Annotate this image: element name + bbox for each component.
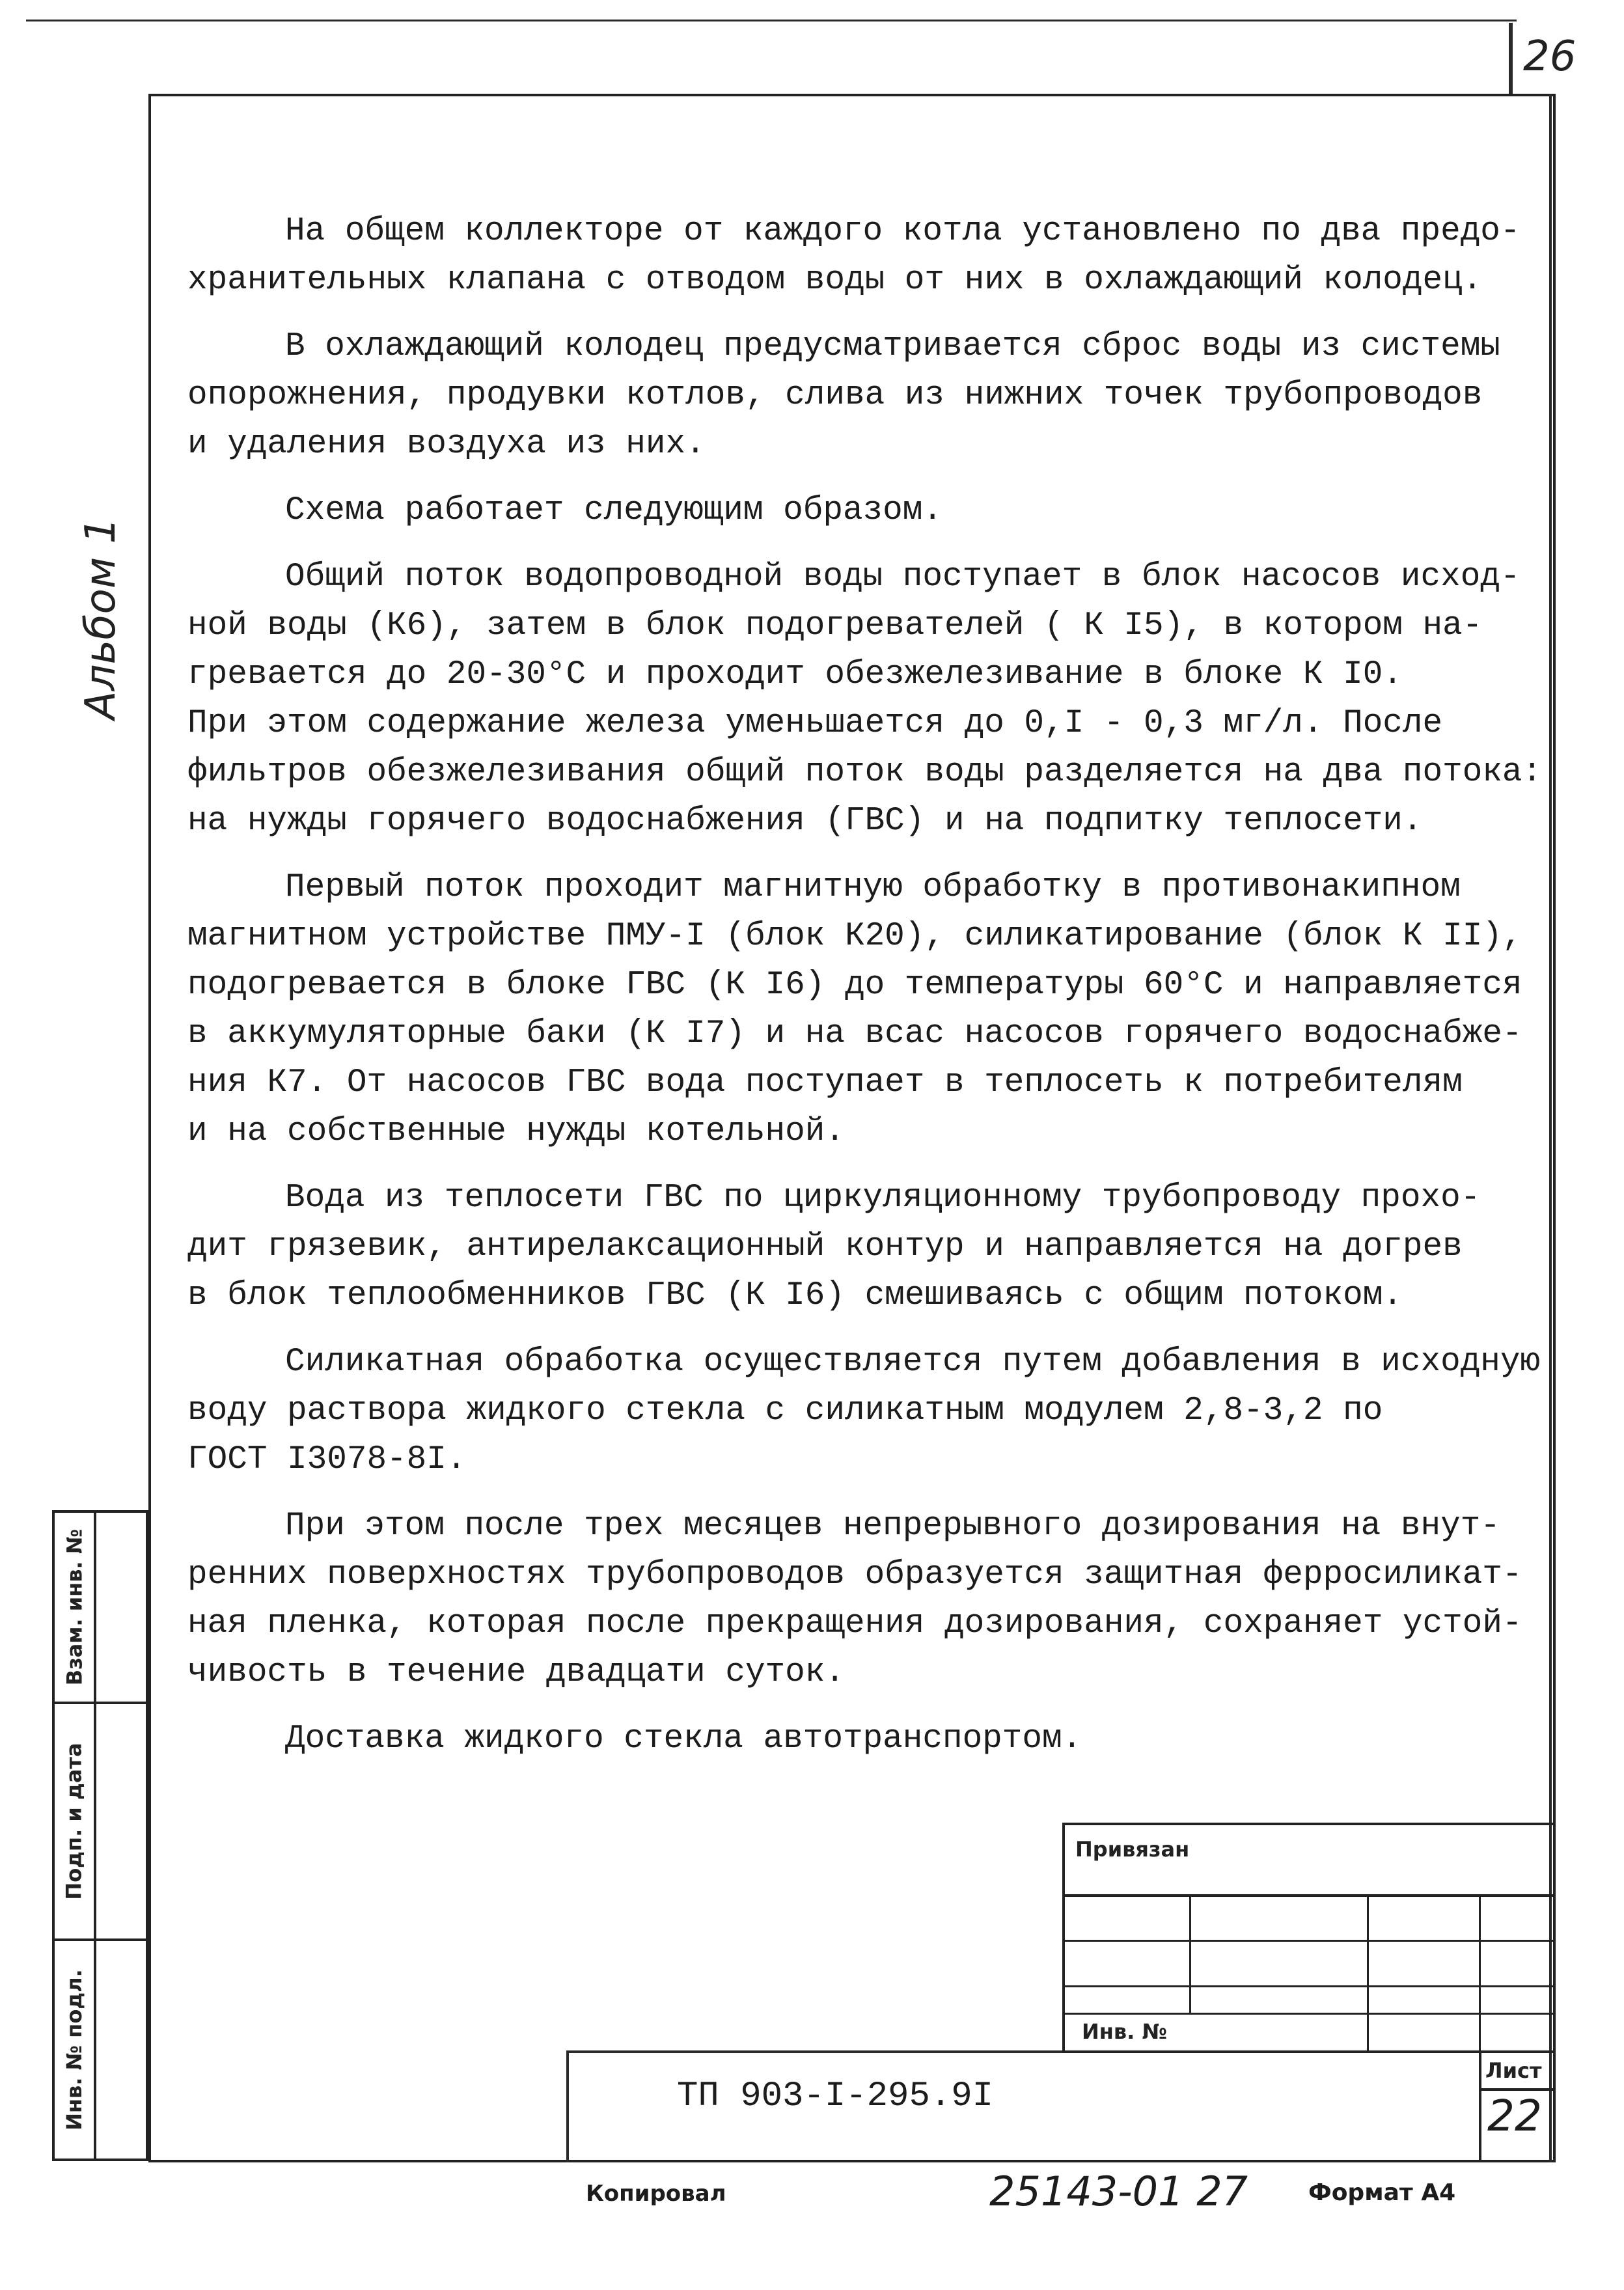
side-stamp-table: [52, 1510, 148, 2161]
text-line: подогревается в блоке ГВС (К I6) до температуры 60°С и направляется: [187, 967, 1522, 1004]
tb-line: [1062, 1940, 1556, 1942]
text-line: В охлаждающий колодец предусматривается сброс воды из системы: [285, 328, 1500, 365]
inv-label: Инв. №: [1082, 2019, 1167, 2044]
sheet-number: 22: [1487, 2091, 1542, 2141]
text-line: магнитном устройстве ПМУ-I (блок К20), силикатирование (блок К II),: [187, 918, 1522, 955]
side-cell-label: Взам. инв. №: [62, 1528, 87, 1686]
text-line: и удаления воздуха из них.: [187, 426, 706, 463]
tb-line: [1062, 1894, 1556, 1897]
paragraph: [187, 863, 1535, 1156]
tb-strip-top: [566, 2050, 1062, 2053]
text-line: ренних поверхностях трубопроводов образуется защитная ферросиликат-: [187, 1556, 1522, 1593]
tb-line: [1062, 2050, 1556, 2053]
text-line: Общий поток водопроводной воды поступает в блок насосов исход-: [285, 559, 1521, 596]
body-text: [187, 207, 1543, 1781]
title-block: [1062, 1823, 1556, 2162]
corner-divider: [1509, 23, 1513, 94]
side-cell-vzam-inv: [55, 1513, 94, 1702]
text-line: Вода из теплосети ГВС по циркуляционному трубопроводу прохо-: [285, 1179, 1481, 1217]
paragraph: [187, 1715, 1535, 1763]
privyazan-label: Привязан: [1075, 1837, 1190, 1862]
paragraph: [187, 1174, 1535, 1320]
text-line: При этом после трех месяцев непрерывного дозирования на внут-: [285, 1508, 1500, 1545]
tb-line: [1367, 1894, 1369, 2050]
text-line: ной воды (К6), затем в блок подогревателей ( К I5), в котором на-: [187, 607, 1483, 644]
album-label-text: Альбом 1: [77, 517, 125, 720]
tb-line: [1062, 2013, 1556, 2015]
doc-code: ТП 903-I-295.9I: [677, 2076, 994, 2116]
side-cell-podp-data: [55, 1704, 94, 1938]
tb-line: [1479, 1894, 1481, 2050]
tb-line: [1479, 2050, 1481, 2162]
text-line: ния К7. От насосов ГВС вода поступает в теплосеть к потребителям: [187, 1064, 1463, 1101]
text-line: Первый поток проходит магнитную обработку в противонакипном: [285, 869, 1461, 906]
text-line: в аккумуляторные баки (К I7) и на всас насосов горячего водоснабже-: [187, 1015, 1522, 1053]
corner-page-number: 26: [1523, 33, 1576, 81]
text-line: Доставка жидкого стекла автотранспортом.: [285, 1720, 1082, 1758]
text-line: воду раствора жидкого стекла с силикатным модулем 2,8-3,2 по: [187, 1392, 1383, 1429]
handwritten-inventory: 25143-01 27: [989, 2168, 1248, 2215]
paragraph: [187, 1502, 1535, 1697]
album-label: [26, 495, 176, 742]
paragraph: [187, 486, 1535, 535]
side-cell-label: Подп. и дата: [62, 1743, 87, 1900]
copied-label: Копировал: [586, 2181, 726, 2207]
text-line: в блок теплообменников ГВС (К I6) смешиваясь с общим потоком.: [187, 1277, 1403, 1314]
text-line: чивость в течение двадцати суток.: [187, 1654, 845, 1691]
paragraph: [187, 553, 1543, 846]
tb-line: [1189, 1894, 1191, 2013]
tb-line: [1062, 1823, 1556, 1825]
list-label: Лист: [1485, 2058, 1542, 2083]
top-rule: [26, 20, 1517, 21]
text-line: фильтров обезжелезивания общий поток воды разделяется на два потока:: [187, 754, 1543, 791]
text-line: Силикатная обработка осуществляется путем добавления в исходную: [285, 1344, 1541, 1381]
text-line: ная пленка, которая после прекращения дозирования, сохраняет устой-: [187, 1605, 1522, 1642]
text-line: на нужды горячего водоснабжения (ГВС) и на подпитку теплосети.: [187, 803, 1423, 840]
text-line: гревается до 20-30°С и проходит обезжелезивание в блоке К I0.: [187, 656, 1403, 693]
text-line: На общем коллекторе от каждого котла установлено по два предо-: [285, 213, 1521, 250]
text-line: При этом содержание железа уменьшается до 0,I - 0,3 мг/л. После: [187, 705, 1443, 742]
paragraph: [187, 322, 1535, 469]
text-line: дит грязевик, антирелаксационный контур и направляется на догрев: [187, 1228, 1463, 1265]
paragraph: [187, 1338, 1541, 1484]
paragraph: [187, 207, 1535, 305]
tb-line: [1062, 1985, 1556, 1987]
text-line: ГОСТ I3078-8I.: [187, 1441, 467, 1478]
text-line: Схема работает следующим образом.: [285, 492, 943, 529]
format-label: Формат А4: [1308, 2179, 1456, 2206]
tb-strip-left: [566, 2050, 569, 2162]
text-line: и на собственные нужды котельной.: [187, 1113, 845, 1150]
text-line: опорожнения, продувки котлов, слива из нижних точек трубопроводов: [187, 377, 1483, 414]
side-cell-inv-podl: [55, 1941, 94, 2159]
tb-line: [1062, 1823, 1065, 2050]
text-line: хранительных клапана с отводом воды от них в охлаждающий колодец.: [187, 262, 1483, 299]
side-cell-label: Инв. № подл.: [62, 1969, 87, 2131]
side-stamp-divider: [94, 1513, 96, 2159]
